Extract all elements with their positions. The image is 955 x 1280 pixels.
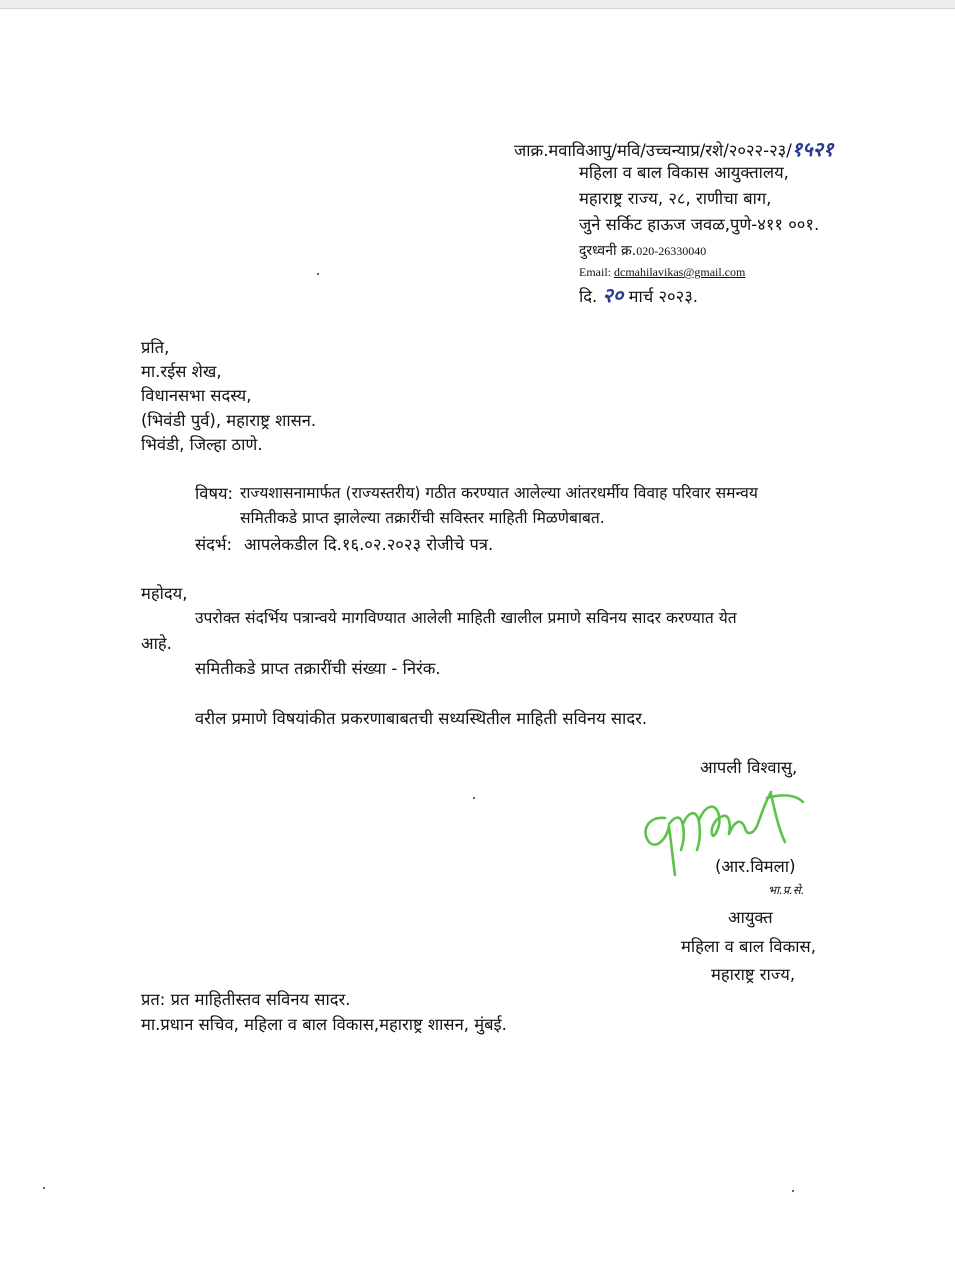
- date-day-handwritten: २०: [602, 283, 624, 307]
- date-month-year: मार्च २०२३.: [628, 287, 699, 306]
- phone-label: दुरध्वनी क्र.: [579, 243, 637, 259]
- signatory-name: (आर.विमला): [715, 857, 796, 876]
- phone-number: 020-26330040: [636, 244, 707, 258]
- top-edge-line: [0, 8, 955, 9]
- signatory-department-line-2: महाराष्ट्र राज्य,: [711, 965, 796, 984]
- top-edge-band: [0, 0, 955, 8]
- copy-line-1: प्रत: प्रत माहितीस्तव सविनय सादर.: [141, 990, 351, 1009]
- office-address-line2: जुने सर्किट हाऊज जवळ,पुणे-४११ ००१.: [579, 215, 820, 234]
- scan-speck: [473, 797, 475, 799]
- subject-label: विषय:: [195, 484, 234, 503]
- email-label: Email:: [579, 265, 614, 279]
- subject-line-2: समितीकडे प्राप्त झालेल्या तक्रारींची सविस्तर माहिती मिळणेबाबत.: [240, 509, 605, 527]
- office-address-line1: महाराष्ट्र राज्य, २८, राणीचा बाग,: [579, 189, 772, 208]
- reference-label: संदर्भ:: [195, 535, 233, 554]
- reference-number-handwritten: १५२१: [791, 137, 834, 161]
- office-phone: [579, 243, 706, 260]
- reference-number-printed: जाक्र.मवाविआपु/मवि/उच्चन्याप्र/रशे/२०२२-२३/: [514, 141, 792, 160]
- recipient-line-3: विधानसभा सदस्य,: [141, 386, 252, 405]
- recipient-line-2: मा.रईस शेख,: [141, 362, 222, 381]
- body-paragraph-1-line-1: उपरोक्त संदर्भिय पत्रान्वये मागविण्यात आलेली माहिती खालील प्रमाणे सविनय सादर करण्यात येत: [195, 609, 737, 627]
- closing: आपली विश्वासु,: [700, 758, 798, 777]
- body-paragraph-2: समितीकडे प्राप्त तक्रारींची संख्या - निरंक.: [195, 659, 441, 678]
- signatory-department-line-1: महिला व बाल विकास,: [681, 937, 816, 956]
- copy-line-2: मा.प्रधान सचिव, महिला व बाल विकास,महाराष्ट्र शासन, मुंबई.: [141, 1015, 507, 1034]
- scan-speck: [43, 1187, 45, 1189]
- scan-speck: [792, 1190, 794, 1192]
- recipient-line-1: प्रति,: [141, 338, 170, 357]
- office-email: [579, 265, 745, 279]
- date-prefix: दि.: [579, 287, 598, 306]
- salutation: महोदय,: [141, 584, 188, 603]
- office-name: महिला व बाल विकास आयुक्तालय,: [579, 163, 789, 182]
- reference-number: [514, 137, 833, 161]
- email-address: dcmahilavikas@gmail.com: [614, 265, 746, 279]
- letter-date: [579, 283, 698, 307]
- signatory-designation: आयुक्त: [728, 908, 773, 927]
- recipient-line-5: भिवंडी, जिल्हा ठाणे.: [141, 435, 263, 454]
- recipient-line-4: (भिवंडी पुर्व), महाराष्ट्र शासन.: [141, 411, 317, 430]
- scan-speck: [317, 273, 319, 275]
- signatory-service: भा.प्र.से.: [768, 883, 805, 897]
- subject-line-1: राज्यशासनामार्फत (राज्यस्तरीय) गठीत करण्यात आलेल्या आंतरधर्मीय विवाह परिवार समन्वय: [240, 484, 758, 502]
- body-paragraph-3: वरील प्रमाणे विषयांकीत प्रकरणाबाबतची सध्यस्थितील माहिती सविनय सादर.: [195, 709, 648, 728]
- body-paragraph-1-line-2: आहे.: [141, 634, 172, 653]
- reference-text: आपलेकडील दि.१६.०२.२०२३ रोजीचे पत्र.: [244, 535, 494, 554]
